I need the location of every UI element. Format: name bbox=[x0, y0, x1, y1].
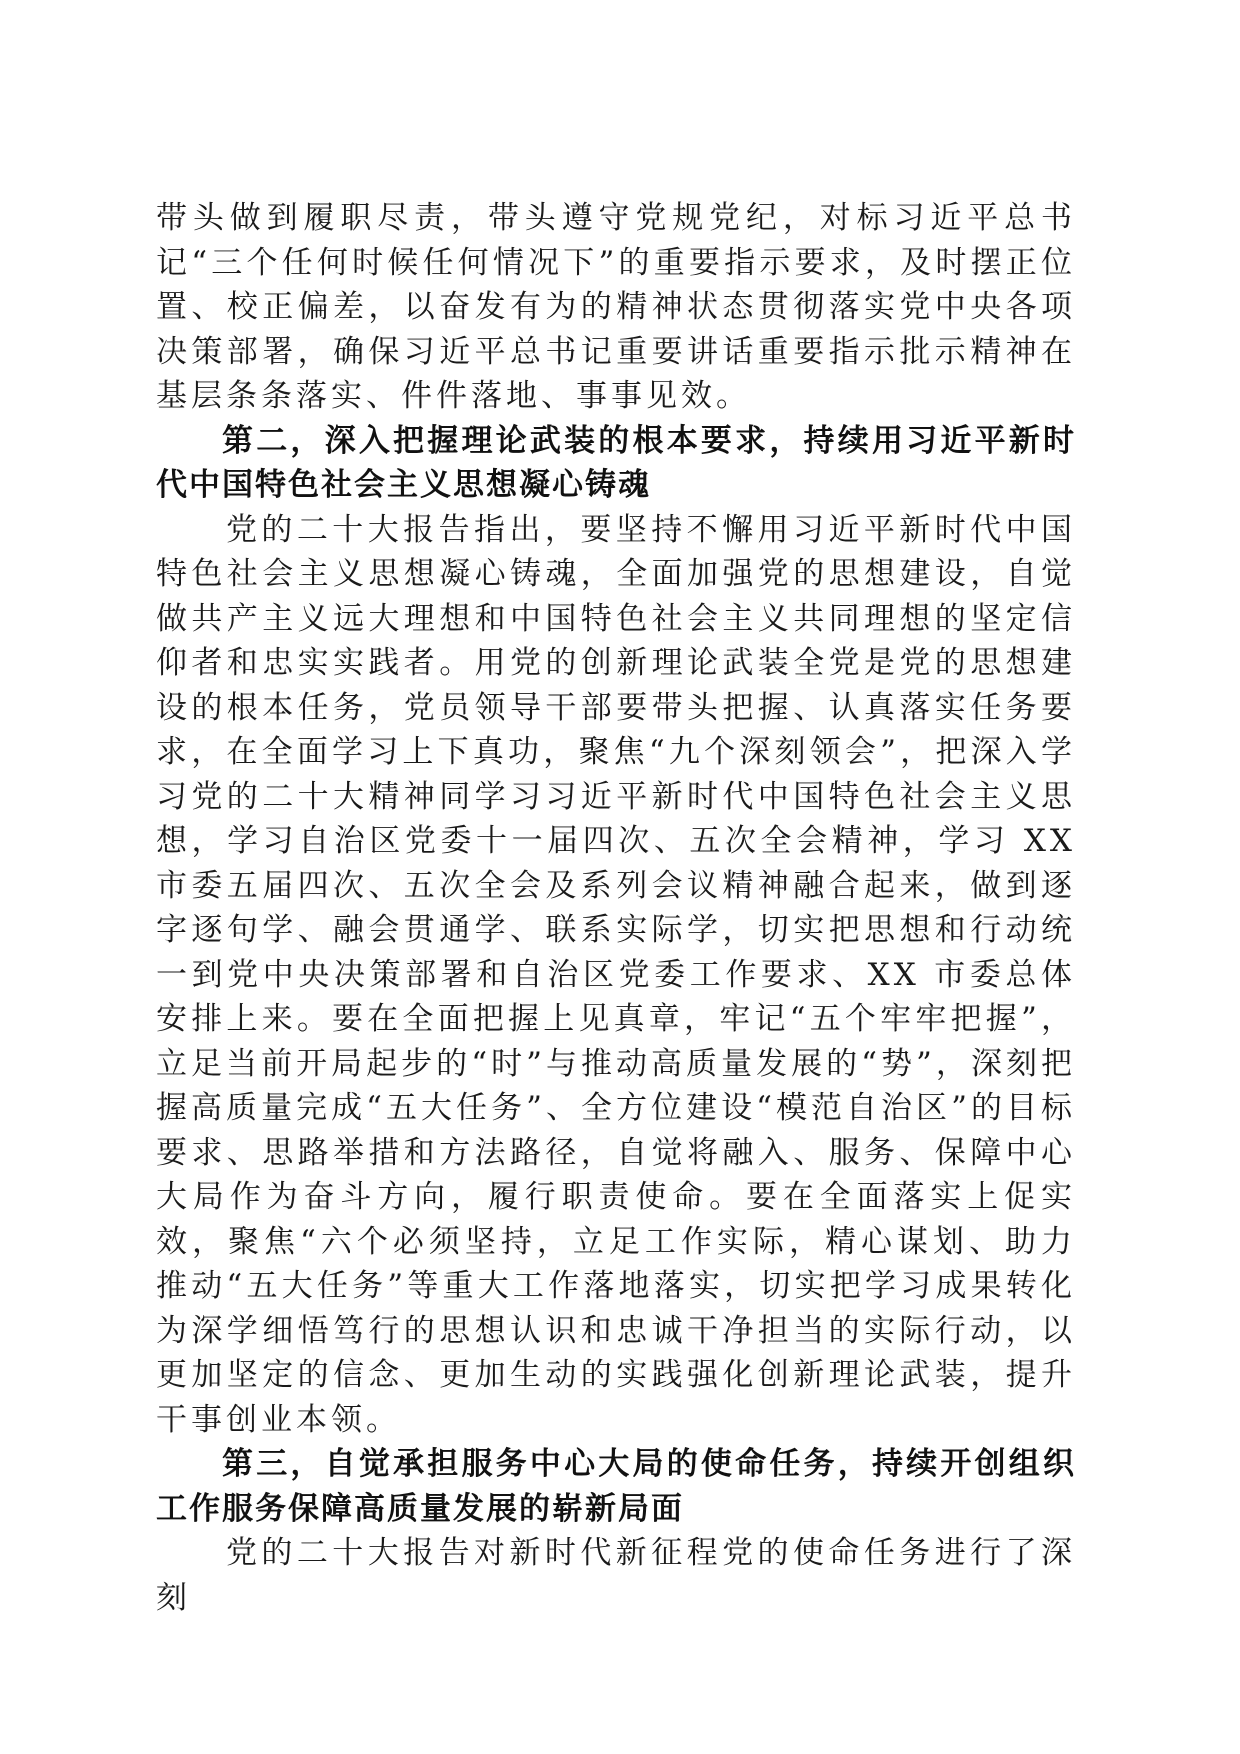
document-body bbox=[156, 196, 1076, 1620]
body-paragraph-mission: 党的二十大报告对新时代新征程党的使命任务进行了深刻 bbox=[156, 1535, 1076, 1616]
body-paragraph-theory: 党的二十大报告指出，要坚持不懈用习近平新时代中国特色社会主义思想凝心铸魂，全面加强党的思想建设，自觉做共产主义远大理想和中国特色社会主义共同理想的坚定信仰者和忠实实践者。用党的创新理论武装全党是党的思想建设的根本任务，党员领导干部要带头把握、认真落实任务要求，在全面学习上下真功，聚焦“九个深刻领会”，把深入学习党的二十大精神同学习习近平新时代中国特色社会主义思想，学习自治区党委十一届四次、五次全会精神，学习 XX 市委五届四次、五次全会及系列会议精神融合起来，做到逐字逐句学、融会贯通学、联系实际学，切实把思想和行动统一到党中央决策部署和自治区党委工作要求、XX 市委总体安排上来。要在全面把握上见真章，牢记“五个牢牢把握”，立足当前开局起步的“时”与推动高质量发展的“势”，深刻把握高质量完成“五大任务”、全方位建设“模范自治区”的目标要求、思路举措和方法路径，自觉将融入、服务、保障中心大局作为奋斗方向，履行职责使命。要在全面落实上促实效，聚焦“六个必须坚持，立足工作实际，精心谋划、助力推动“五大任务”等重大工作落地落实，切实把学习成果转化为深学细悟笃行的思想认识和忠诚干净担当的实际行动，以更加坚定的信念、更加生动的实践强化创新理论武装，提升干事创业本领。 bbox=[156, 511, 1076, 1438]
body-paragraph-continuation: 带头做到履职尽责，带头遵守党规党纪，对标习近平总书记“三个任何时候任何情况下”的重要指示要求，及时摆正位置、校正偏差，以奋发有为的精神状态贯彻落实党中央各项决策部署，确保习近平总书记重要讲话重要指示批示精神在基层条条落实、件件落地、事事见效。 bbox=[156, 200, 1076, 414]
section-heading-second: 第二，深入把握理论武装的根本要求，持续用习近平新时代中国特色社会主义思想凝心铸魂 bbox=[156, 422, 1076, 503]
section-heading-third: 第三，自觉承担服务中心大局的使命任务，持续开创组织工作服务保障高质量发展的崭新局面 bbox=[156, 1446, 1076, 1527]
